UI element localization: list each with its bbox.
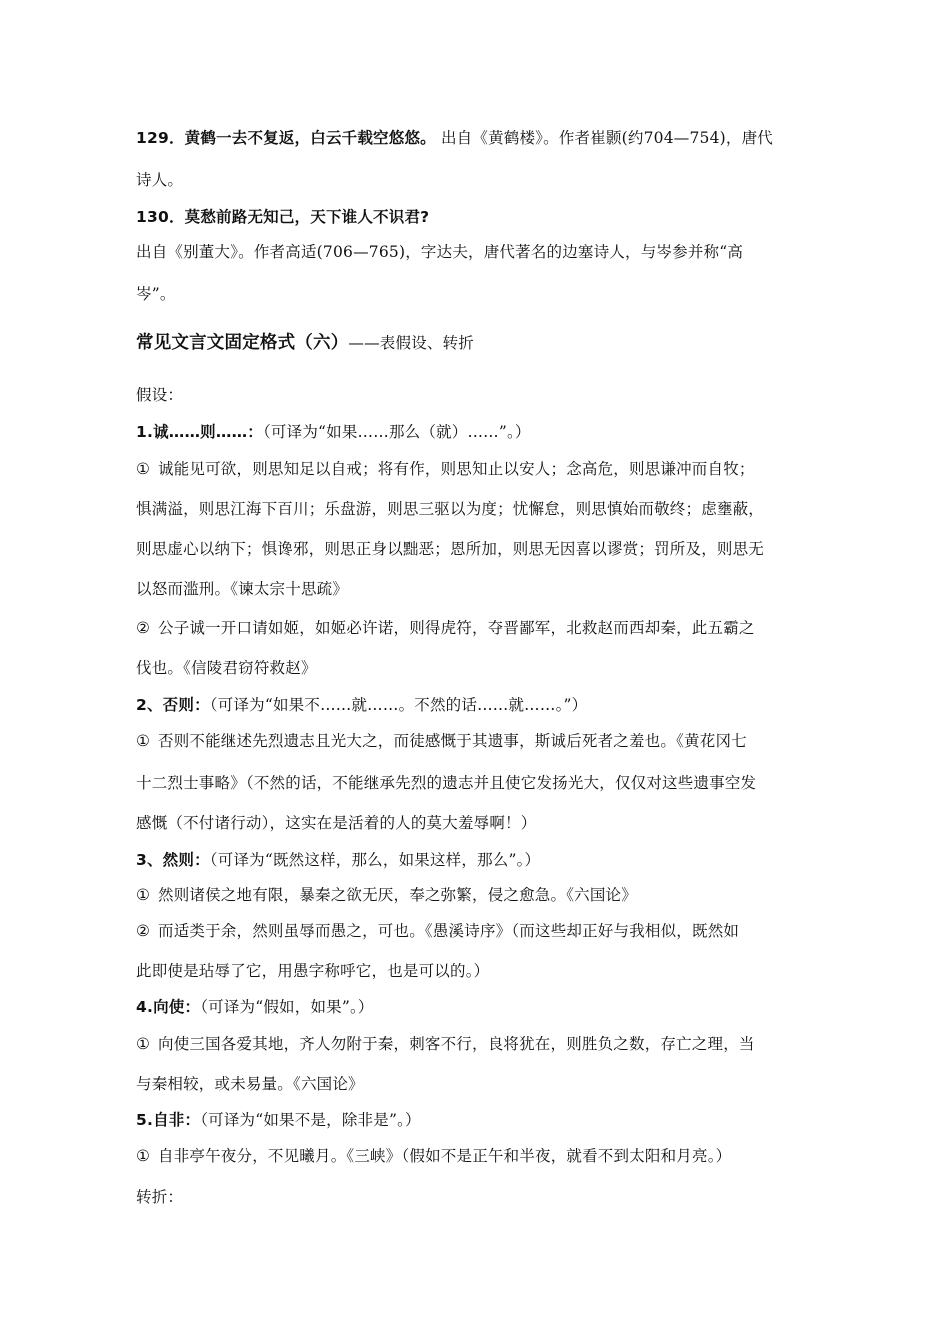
item-4-example-1-line-1 <box>136 1032 816 1054</box>
item-2-note: （可译为“如果不……就……。不然的话……就……。”） <box>209 696 588 714</box>
item-5-label: 5.自非： <box>136 1111 201 1129</box>
item-2-example-1-line-2: 十二烈士事略》（不然的话，不能继承先烈的遗志并且使它发扬光大，仅仅对这些遗事空发 <box>136 774 757 792</box>
item-5-note: （可译为“如果不是，除非是”。） <box>200 1111 421 1129</box>
item-1-example-2-line-2: 伐也。《信陵君窃符救赵》 <box>136 659 317 677</box>
item-3-example-1-line-1 <box>136 883 816 905</box>
entry-130-text-line-1: 出自《别董大》。作者高适(706—765)，字达夫，唐代著名的边塞诗人，与岑参并称“高 <box>136 243 744 261</box>
example-marker: ① <box>136 1147 151 1165</box>
item-3-example-2-line-2: 此即使是玷辱了它，用愚字称呼它，也是可以的。） <box>136 962 490 980</box>
item-1-label: 1.诚……则……： <box>136 423 263 441</box>
item-5-example-1-line-1 <box>136 1144 816 1166</box>
entry-129-line <box>136 126 816 148</box>
entry-130-text-line-2: 岑”。 <box>136 285 176 303</box>
item-1-note: （可译为“如果……那么（就）……”。） <box>262 423 531 441</box>
item-4-note: （可译为“假如，如果”。） <box>200 998 374 1016</box>
example-marker: ① <box>136 732 151 750</box>
example-text: 然则诸侯之地有限，暴秦之欲无厌，奉之弥繁，侵之愈急。《六国论》 <box>158 886 637 904</box>
example-text: 而适类于余，然则虽辱而愚之，可也。《愚溪诗序》（而这些却正好与我相似，既然如 <box>158 922 740 940</box>
item-4-heading <box>136 995 816 1017</box>
item-3-example-2-line-1 <box>136 919 816 941</box>
example-text: 向使三国各爱其地，齐人勿附于秦，刺客不行，良将犹在，则胜负之数，存亡之理，当 <box>158 1035 755 1053</box>
section-heading-line <box>136 329 816 354</box>
item-2-heading <box>136 693 816 715</box>
item-1-example-1-line-3: 则思虚心以纳下；惧谗邪，则思正身以黜恶；恩所加，则思无因喜以谬赏；罚所及，则思无 <box>136 540 765 558</box>
example-text: 自非亭午夜分，不见曦月。《三峡》（假如不是正午和半夜，就看不到太阳和月亮。） <box>158 1147 732 1165</box>
example-marker: ① <box>136 1035 151 1053</box>
item-1-example-1-line-4: 以怒而滥刑。《谏太宗十思疏》 <box>136 580 349 598</box>
example-text: 否则不能继述先烈遗志且光大之，而徒感慨于其遗事，斯诚后死者之羞也。《黄花冈七 <box>158 732 747 750</box>
transition-label: 转折： <box>136 1188 184 1206</box>
entry-129-continuation: 诗人。 <box>136 171 184 189</box>
entry-129-title: 129．黄鹤一去不复返，白云千载空悠悠。 <box>136 129 436 147</box>
item-2-label: 2、否则： <box>136 696 210 714</box>
example-text: 诚能见可欲，则思知足以自戒；将有作，则思知止以安人；念高危，则思谦冲而自牧； <box>158 460 755 478</box>
item-3-heading <box>136 848 816 870</box>
item-3-label: 3、然则： <box>136 851 210 869</box>
example-marker: ① <box>136 460 151 478</box>
example-text: 公子诚一开口请如姬，如姬必许诺，则得虎符，夺晋鄙军，北救赵而西却秦，此五霸之 <box>158 619 755 637</box>
section-heading: 常见文言文固定格式（六） <box>136 333 349 353</box>
item-2-example-1-line-1 <box>136 729 816 751</box>
item-1-example-1-line-1 <box>136 457 816 479</box>
item-1-example-1-line-2: 惧满溢，则思江海下百川；乐盘游，则思三驱以为度；忧懈怠，则思慎始而敬终；虑壅蔽， <box>136 500 765 518</box>
item-1-heading <box>136 420 816 442</box>
item-3-note: （可译为“既然这样，那么，如果这样，那么”。） <box>209 851 541 869</box>
example-marker: ② <box>136 922 151 940</box>
example-marker: ① <box>136 886 151 904</box>
item-2-example-1-line-3: 感慨（不付诸行动），这实在是活着的人的莫大羞辱啊！） <box>136 814 537 832</box>
example-marker: ② <box>136 619 151 637</box>
item-4-example-1-line-2: 与秦相较，或未易量。《六国论》 <box>136 1075 364 1093</box>
item-1-example-2-line-1 <box>136 616 816 638</box>
entry-129-source: 出自《黄鹤楼》。作者崔颢(约704—754)，唐代 <box>435 129 774 147</box>
item-5-heading <box>136 1108 816 1130</box>
hypothesis-label: 假设： <box>136 386 184 404</box>
section-subtitle: ——表假设、转折 <box>348 334 475 352</box>
item-4-label: 4.向使： <box>136 998 201 1016</box>
entry-130-title: 130．莫愁前路无知己，天下谁人不识君? <box>136 208 430 226</box>
